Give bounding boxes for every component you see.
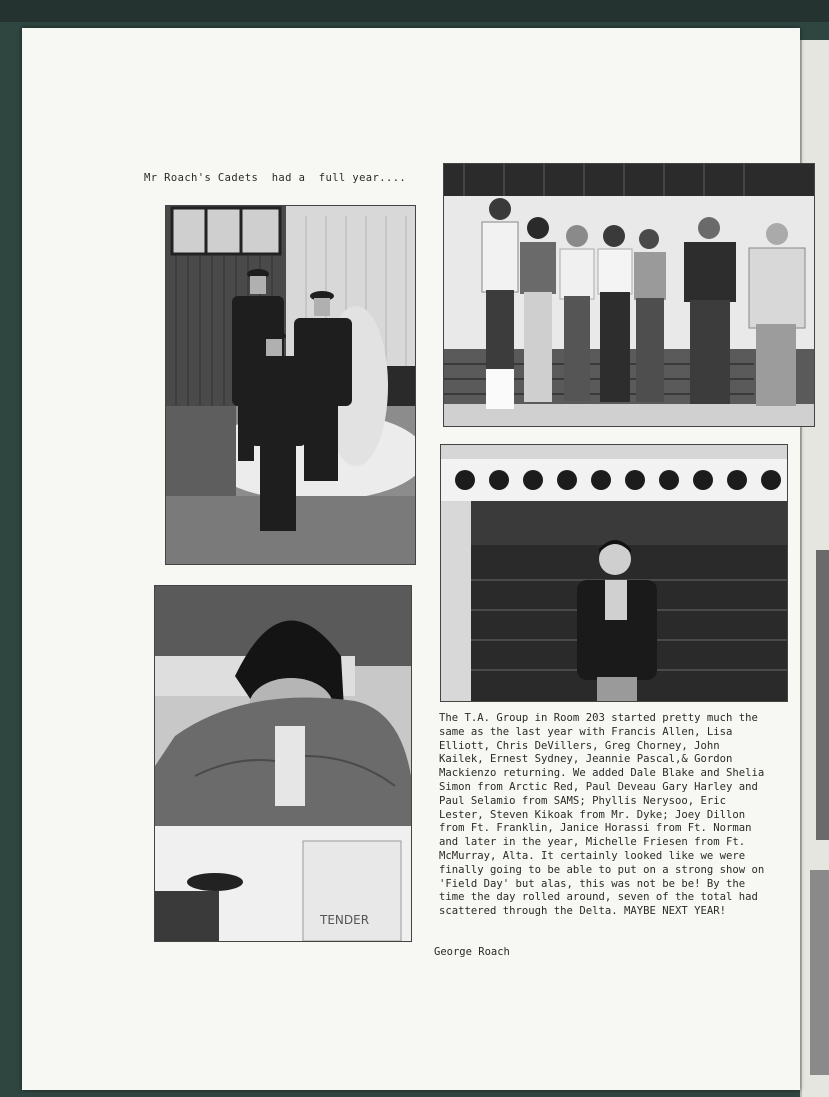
scanner-background [0, 0, 829, 22]
ta-group-article: The T.A. Group in Room 203 started pretty much the same as the last year with Francis Allen, Lisa Elliott, Chris DeVillers, Greg Chorney, John Kailek, Ernest Sydney, Jeannie Pascal,& Gordon Mackienzo returning. We added Dale Blake and Shelia Simon from Arctic Red, Paul Deveau Gary Harley and Paul Selamio from SAMS; Phyllis Nerysoo, Eric Lester, Steven Kikoak from Mr. Dyke; Joey Dillon from Ft. Franklin, Janice Horassi from Ft. Norman and later in the year, Michelle Friesen from Ft. McMurray, Alta. It certainly looked like we were finally going to be able to put on a strong show on 'Field Day' but alas, this was not be be! By the time the day rolled around, seven of the total had scattered through the Delta. MAYBE NEXT YEAR! [439, 712, 765, 918]
group-on-stage-photo [443, 163, 815, 427]
cadets-photo [165, 205, 416, 565]
article-author: George Roach [434, 946, 510, 958]
student-writing-photo [154, 585, 412, 942]
photo-box-label: TENDER [320, 913, 370, 927]
adjacent-page-photo [816, 550, 829, 840]
student-in-hallway-photo [440, 444, 788, 702]
adjacent-page-photo [810, 870, 829, 1075]
cadets-caption: Mr Roach's Cadets had a full year.... [144, 172, 407, 184]
